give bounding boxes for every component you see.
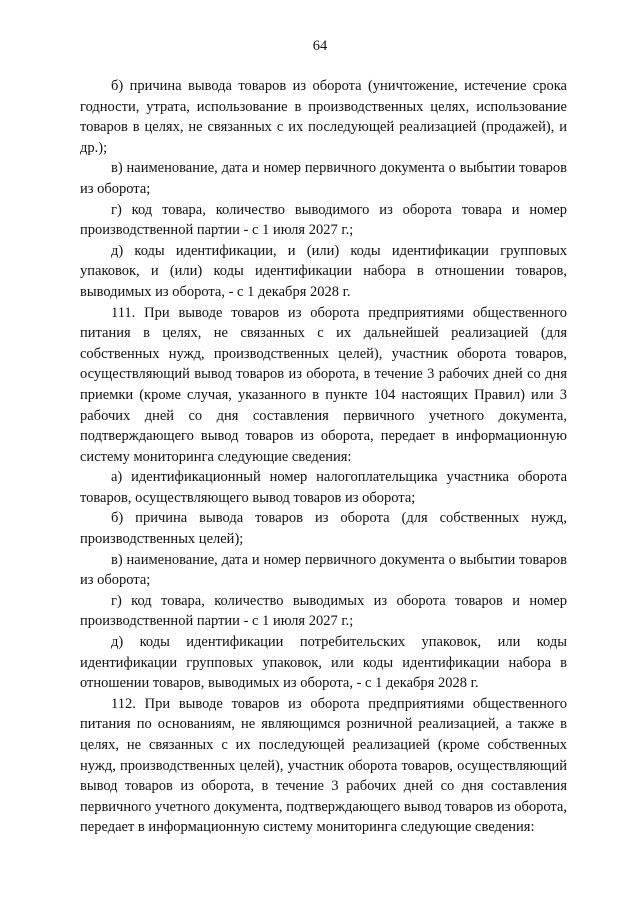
paragraph-111-item-a: а) идентификационный номер налогоплательщика участника оборота товаров, осуществляющего вывод товаров из оборота; — [80, 469, 567, 506]
page-number: 64 — [312, 38, 328, 54]
paragraph-111-item-v: в) наименование, дата и номер первичного документа о выбытии товаров из оборота; — [80, 551, 567, 589]
paragraph-111-item-d: д) коды идентификации потребительских упаковок, или коды идентификации групповых упаковок, или коды идентификации набора в отношении товаров, выводимых из оборота, - с 1 декабря 2028 г. — [80, 634, 567, 692]
paragraph-item-g: г) код товара, количество выводимого из оборота товара и номер производственной партии - с 1 июля 2027 г.; — [80, 201, 567, 239]
paragraph-item-v: в) наименование, дата и номер первичного документа о выбытии товаров из оборота; — [80, 160, 567, 197]
paragraph-section-112: 112. При выводе товаров из оборота предприятиями общественного питания по основаниям, не являющимся розничной реализацией, а также в целях, не связанных с их последующей реализацией (кроме собственных нужд, производственных целей), участник оборота товаров, осуществляющий вывод товаров из оборота, в течение 3 рабочих дней со дня составления первичного учетного документа, подтверждающего вывод товаров из оборота, передает в информационную систему мониторинга следующие сведения: — [80, 695, 567, 836]
paragraph-item-d: д) коды идентификации, и (или) коды идентификации групповых упаковок, и (или) коды идентификации набора в отношении товаров, выводимых из оборота, - с 1 декабря 2028 г. — [80, 242, 567, 300]
document-body — [80, 76, 567, 838]
paragraph-111-item-g: г) код товара, количество выводимых из оборота товаров и номер производственной партии - с 1 июля 2027 г.; — [80, 592, 567, 630]
paragraph-section-111: 111. При выводе товаров из оборота предприятиями общественного питания в целях, не связанных с их дальнейшей реализацией (для собственных нужд, производственных целей), участник оборота товаров, осуществляющий вывод товаров из оборота, в течение 3 рабочих дней со дня приемки (кроме случая, указанного в пункте 104 настоящих Правил) или 3 рабочих дней со дня составления первичного учетного документа, подтверждающего вывод товаров из оборота, передает в информационную систему мониторинга следующие сведения: — [80, 304, 567, 465]
paragraph-item-b: б) причина вывода товаров из оборота (уничтожение, истечение срока годности, утрата, использование в производственных целях, использование товаров в целях, не связанных с их последующей реализацией (продажей), и др.); — [80, 78, 567, 156]
paragraph-111-item-b: б) причина вывода товаров из оборота (для собственных нужд, производственных целей); — [80, 510, 567, 548]
